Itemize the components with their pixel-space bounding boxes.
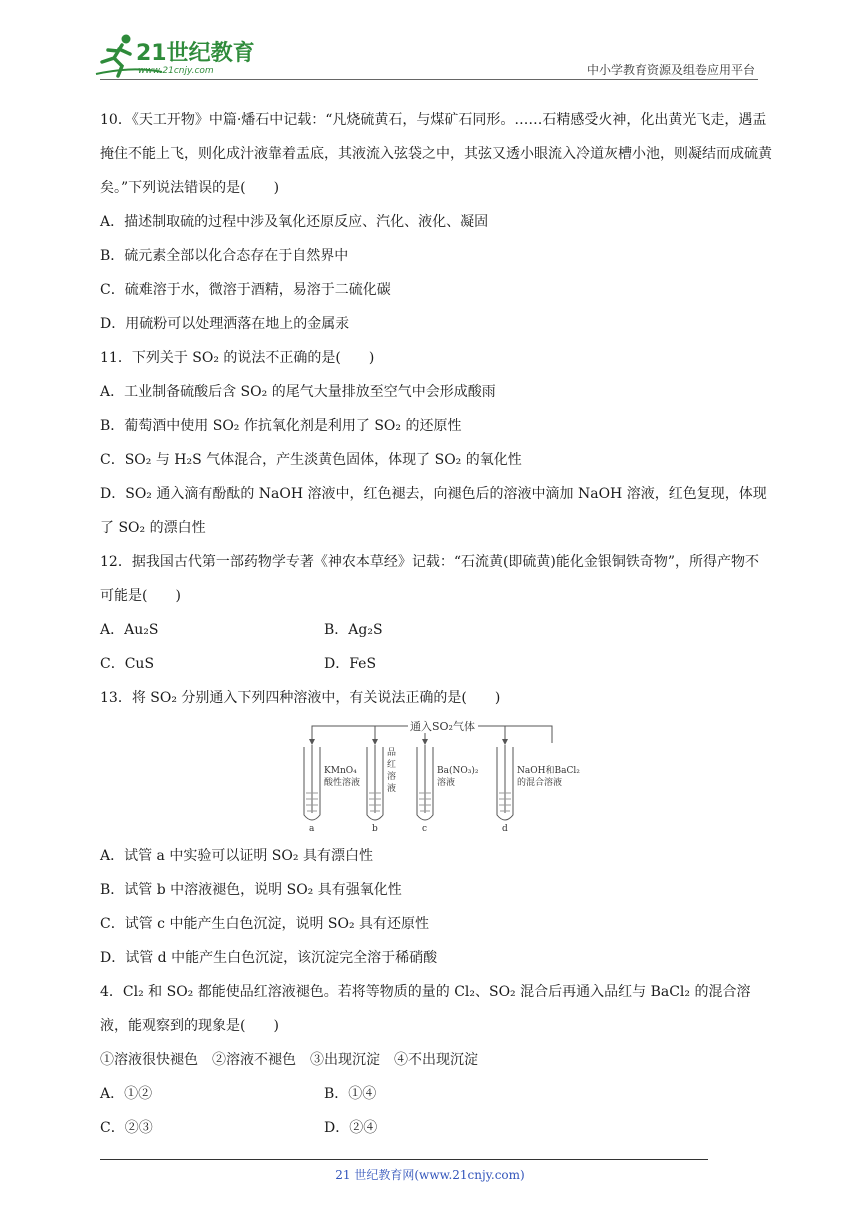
question-10-option-a: A．描述制取硫的过程中涉及氧化还原反应、汽化、液化、凝固 (100, 214, 489, 230)
question-4-options-row-2 (100, 1111, 772, 1145)
question-11-option-b: B．葡萄酒中使用 SO₂ 作抗氧化剂是利用了 SO₂ 的还原性 (100, 418, 462, 434)
question-10-option-c: C．硫难溶于水，微溶于酒精，易溶于二硫化碳 (100, 282, 391, 298)
question-4-options-row-1 (100, 1077, 772, 1111)
question-12-stem: 12．据我国古代第一部药物学专著《神农本草经》记载：“石流黄(即硫黄)能化金银铜铁奇物”，所得产物不可能是( ) (100, 554, 760, 604)
svg-text:21世纪教育: 21世纪教育 (136, 41, 255, 66)
question-12-option-c: C．CuS (100, 656, 155, 672)
platform-label: 中小学教育资源及组卷应用平台 (586, 63, 755, 77)
svg-text:溶: 溶 (387, 772, 397, 782)
header-divider (100, 79, 758, 80)
question-10-stem: 10．《天工开物》中篇·燔石中记载：“凡烧硫黄石，与煤矿石同形。……石精感受火神，化出黄光飞走，遇盂掩住不能上飞，则化成汁液靠着盂底，其液流入弦袋之中，其弦又透小眼流入冷道灰槽小池，则凝结而成硫黄矣。”下列说法错误的是( ) (100, 112, 772, 196)
question-12-options-row-1 (100, 613, 772, 647)
question-12-option-a: A．Au₂S (100, 622, 159, 638)
svg-text:品: 品 (387, 748, 397, 758)
question-13-option-b: B．试管 b 中溶液褪色，说明 SO₂ 具有强氧化性 (100, 882, 402, 898)
question-12-option-b: B．Ag₂S (324, 622, 383, 638)
svg-text:www.21cnjy.com: www.21cnjy.com (138, 66, 214, 76)
svg-text:溶液: 溶液 (437, 778, 456, 788)
question-13-stem: 13．将 SO₂ 分别通入下列四种溶液中，有关说法正确的是( ) (100, 690, 501, 706)
tube-c-id: c (422, 824, 428, 834)
tube-a-label-2: 酸性溶液 (324, 778, 361, 788)
test-tube-b (367, 745, 396, 834)
question-11-option-c: C．SO₂ 与 H₂S 气体混合，产生淡黄色固体，体现了 SO₂ 的氧化性 (100, 452, 522, 468)
question-4-statements: ①溶液很快褪色 ②溶液不褪色 ③出现沉淀 ④不出现沉淀 (100, 1052, 478, 1068)
test-tube-d (497, 745, 580, 834)
runner-logo-icon (92, 30, 262, 80)
footer-divider (100, 1159, 708, 1160)
svg-text:的混合溶液: 的混合溶液 (517, 778, 563, 788)
test-tube-figure (100, 717, 772, 835)
question-13-option-a: A．试管 a 中实验可以证明 SO₂ 具有漂白性 (100, 848, 373, 864)
question-11-stem: 11．下列关于 SO₂ 的说法不正确的是( ) (100, 350, 375, 366)
question-4-option-d: D．②④ (324, 1120, 378, 1136)
question-13-option-c: C．试管 c 中能产生白色沉淀，说明 SO₂ 具有还原性 (100, 916, 430, 932)
svg-text:Ba(NO₃)₂: Ba(NO₃)₂ (437, 766, 479, 776)
question-4-option-c: C．②③ (100, 1120, 153, 1136)
question-4-option-b: B．①④ (324, 1086, 377, 1102)
footer-link[interactable]: 21 世纪教育网(www.21cnjy.com) (335, 1168, 525, 1182)
test-tube-c (417, 745, 479, 834)
question-10-option-b: B．硫元素全部以化合态存在于自然界中 (100, 248, 349, 264)
question-11-option-d: D．SO₂ 通入滴有酚酞的 NaOH 溶液中，红色褪去，向褪色后的溶液中滴加 NaOH 溶液，红色复现，体现了 SO₂ 的漂白性 (100, 486, 767, 536)
svg-text:NaOH和BaCl₂: NaOH和BaCl₂ (517, 766, 580, 776)
question-12-option-d: D．FeS (324, 656, 377, 672)
question-13-option-d: D．试管 d 中能产生白色沉淀，该沉淀完全溶于稀硝酸 (100, 950, 438, 966)
question-10-option-d: D．用硫粉可以处理洒落在地上的金属汞 (100, 316, 350, 332)
tube-a-label-1: KMnO₄ (324, 766, 357, 776)
figure-top-label: 通入SO₂气体 (410, 720, 475, 733)
logo (92, 30, 262, 80)
tube-a-id: a (309, 824, 315, 834)
question-11-option-a: A．工业制备硫酸后含 SO₂ 的尾气大量排放至空气中会形成酸雨 (100, 384, 496, 400)
test-tube-a (304, 745, 360, 834)
question-4-stem: 4．Cl₂ 和 SO₂ 都能使品红溶液褪色。若将等物质的量的 Cl₂、SO₂ 混合后再通入品红与 BaCl₂ 的混合溶液，能观察到的现象是( ) (100, 984, 751, 1034)
question-4-option-a: A．①② (100, 1086, 153, 1102)
page-header (0, 0, 860, 82)
test-tube-diagram (300, 717, 580, 834)
svg-text:红: 红 (387, 760, 397, 770)
tube-b-id: b (372, 824, 378, 834)
tube-d-id: d (502, 824, 508, 834)
question-content (100, 103, 772, 1145)
question-12-options-row-2 (100, 647, 772, 681)
svg-text:液: 液 (387, 784, 397, 794)
